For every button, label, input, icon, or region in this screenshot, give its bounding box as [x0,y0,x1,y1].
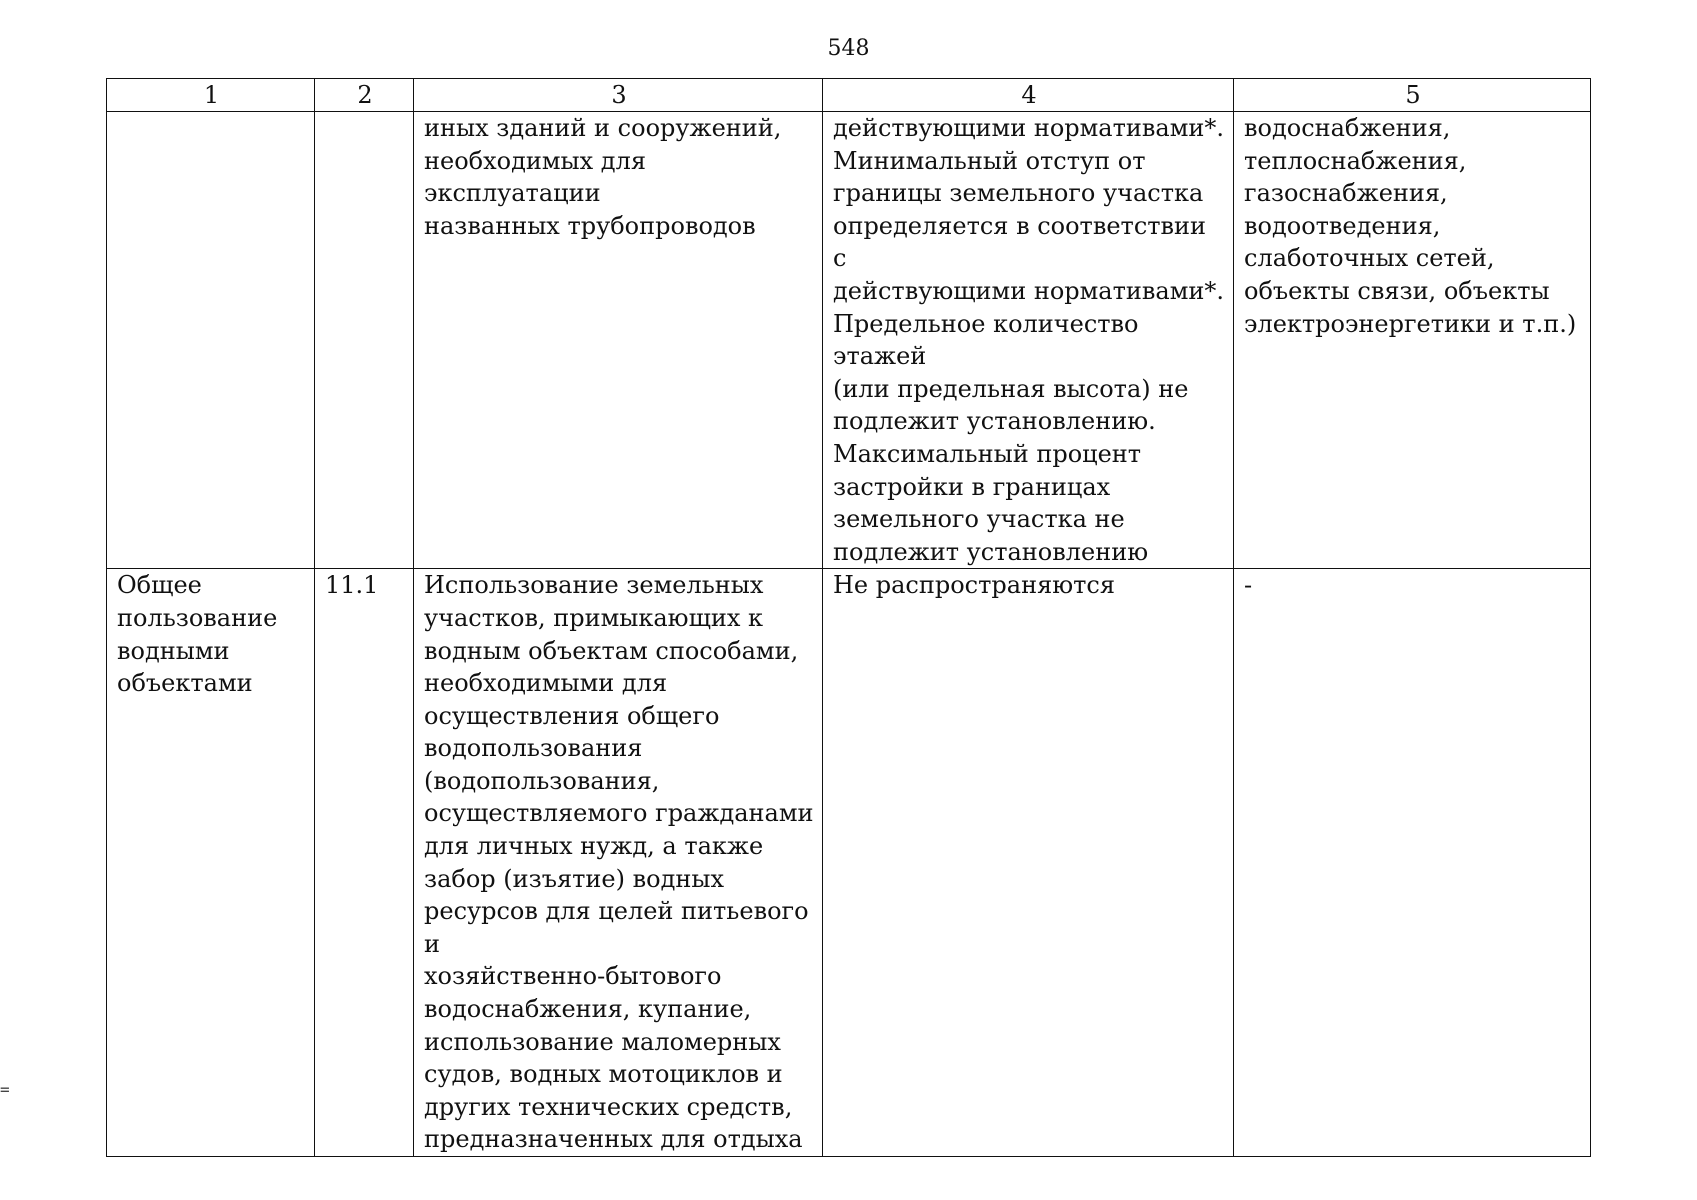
header-col-2: 2 [315,79,414,112]
page-number: 548 [827,36,870,61]
cell-notes: - [1234,569,1591,1157]
table-row [107,112,1591,569]
header-col-4: 4 [823,79,1234,112]
cell-description: иных зданий и сооружений, необходимых для эксплуатации названных трубопроводов [414,112,823,569]
margin-mark: = [0,1080,10,1099]
cell-description: Использование земельных участков, примыкающих к водным объектам способами, необходимыми для осуществления общего водопользования (водопользования, осуществляемого гражданами для личных нужд, а также забор (изъятие) водных ресурсов для целей питьевого и хозяйственно-бытового водоснабжения, купание, использование маломерных судов, водных мотоциклов и других технических средств, предназначенных для отдыха [414,569,823,1157]
header-col-5: 5 [1234,79,1591,112]
cell-code: 11.1 [315,569,414,1157]
table-header-row [107,79,1591,112]
cell-land-use-name: Общее пользование водными объектами [107,569,315,1157]
cell-parameters: действующими нормативами*. Минимальный отступ от границы земельного участка определяется в соответствии с действующими нормативами*. Предельное количество этажей (или предельная высота) не подлежит установлению. Максимальный процент застройки в границах земельного участка не подлежит установлению [823,112,1234,569]
table-row [107,569,1591,1157]
header-col-1: 1 [107,79,315,112]
cell-notes: водоснабжения, теплоснабжения, газоснабжения, водоотведения, слаботочных сетей, объекты связи, объекты электроэнергетики и т.п.) [1234,112,1591,569]
cell-parameters: Не распространяются [823,569,1234,1157]
cell-land-use-name [107,112,315,569]
regulations-table [106,78,1591,1157]
cell-code [315,112,414,569]
header-col-3: 3 [414,79,823,112]
